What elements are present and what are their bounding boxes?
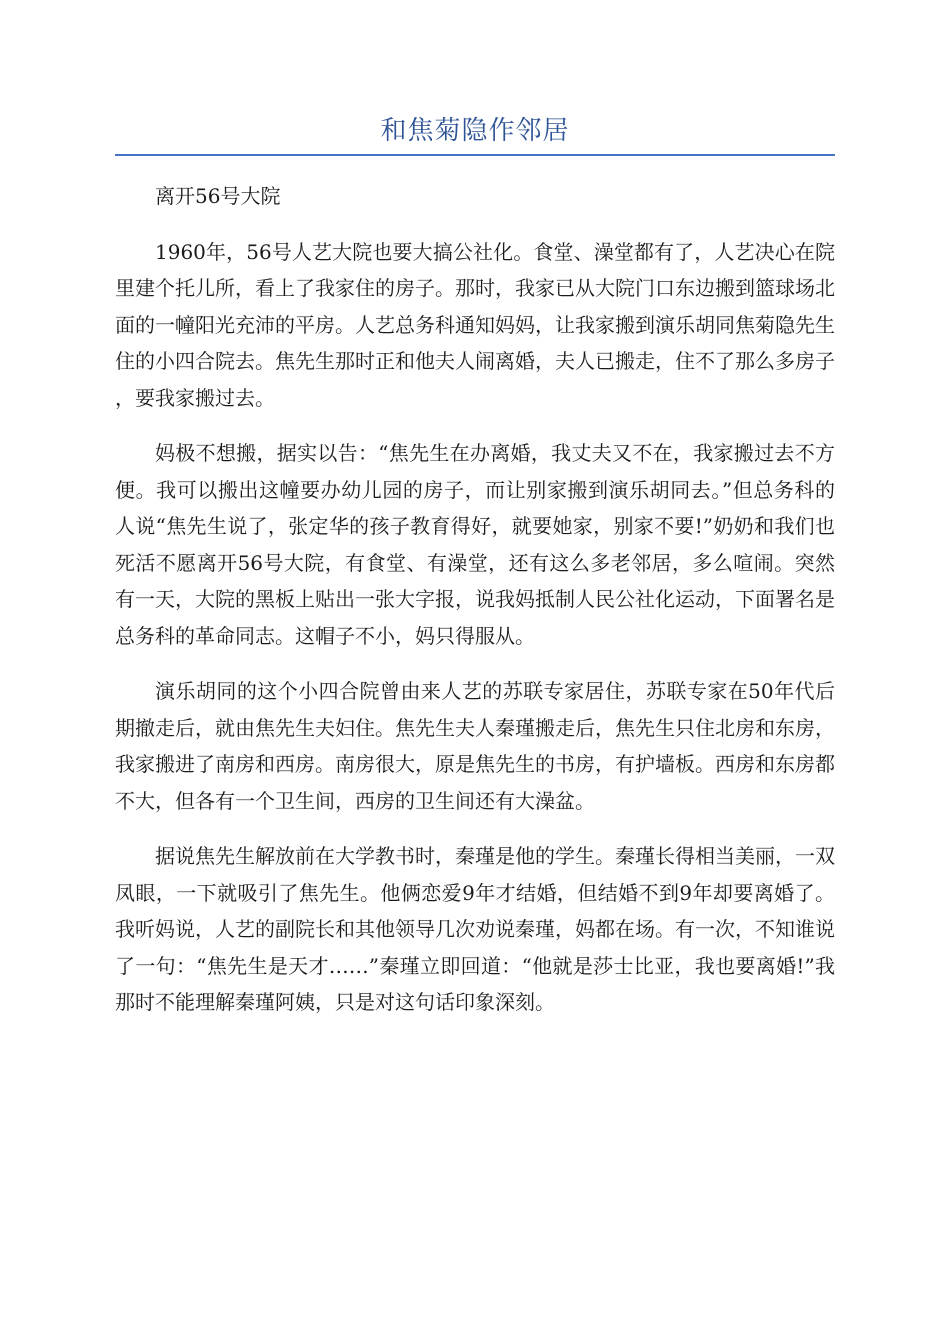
paragraph-2: 妈极不想搬，据实以告：“焦先生在办离婚，我丈夫又不在，我家搬过去不方便。我可以搬出这幢要办幼儿园的房子，而让别家搬到演乐胡同去。”但总务科的人说“焦先生说了，张定华的孩子教育得好，就要她家，别家不要!”奶奶和我们也死活不愿离开56号大院，有食堂、有澡堂，还有这么多老邻居，多么喧闹。突然有一天，大院的黑板上贴出一张大字报，说我妈抵制人民公社化运动，下面署名是总务科的革命同志。这帽子不小，妈只得服从。	[115, 441, 835, 648]
section-heading: 离开56号大院	[155, 184, 281, 208]
paragraph-3: 演乐胡同的这个小四合院曾由来人艺的苏联专家居住，苏联专家在50年代后期撤走后，就由焦先生夫妇住。焦先生夫人秦瑾搬走后，焦先生只住北房和东房，我家搬进了南房和西房。南房很大，原是焦先生的书房，有护墙板。西房和东房都不大，但各有一个卫生间，西房的卫生间还有大澡盆。	[115, 679, 835, 813]
document-title: 和焦菊隐作邻居	[380, 116, 570, 146]
title-underline-rule	[115, 154, 835, 156]
document-body	[115, 178, 835, 1040]
paragraph-4: 据说焦先生解放前在大学教书时，秦瑾是他的学生。秦瑾长得相当美丽，一双凤眼，一下就吸引了焦先生。他俩恋爱9年才结婚，但结婚不到9年却要离婚了。我听妈说，人艺的副院长和其他领导几次劝说秦瑾，妈都在场。有一次，不知谁说了一句：“焦先生是天才……”秦瑾立即回道：“他就是莎士比亚，我也要离婚!”我那时不能理解秦瑾阿姨，只是对这句话印象深刻。	[115, 844, 835, 1014]
paragraph-1: 1960年，56号人艺大院也要大搞公社化。食堂、澡堂都有了，人艺决心在院里建个托儿所，看上了我家住的房子。那时，我家已从大院门口东边搬到篮球场北面的一幢阳光充沛的平房。人艺总务科通知妈妈，让我家搬到演乐胡同焦菊隐先生住的小四合院去。焦先生那时正和他夫人闹离婚，夫人已搬走，住不了那么多房子，要我家搬过去。	[115, 239, 835, 410]
